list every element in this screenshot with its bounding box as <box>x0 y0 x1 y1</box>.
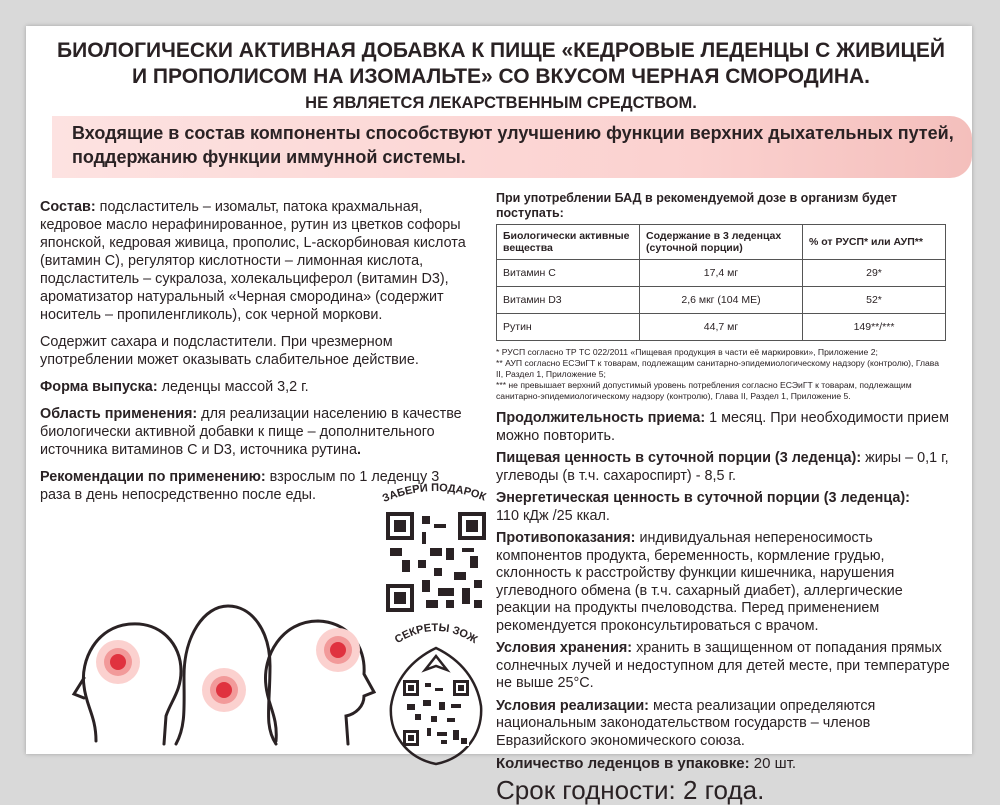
table-row <box>497 314 946 341</box>
storage-text: хранить в защищенном от попадания прямых солнечных лучей и недоступном для детей месте, при температуре не выше 25°С. <box>496 640 950 691</box>
qr-area <box>381 481 491 771</box>
footnote: *** не превышает верхний допустимый уровень потребления согласно ЕСЭиГТ к товарам, подлежащим санитарно-эпидемиологическому надзору (контролю), Глава II, Раздел 1, Приложение 5. <box>496 380 912 401</box>
throat-illustration <box>56 566 376 746</box>
energy-label: Энергетическая ценность в суточной порции (3 леденца): <box>496 490 910 506</box>
cell-amount: 17,4 мг <box>640 260 803 287</box>
benefit-band <box>52 116 972 178</box>
col-content: Содержание в 3 леденцах (суточной порции) <box>640 225 803 260</box>
nutrient-table <box>496 224 946 341</box>
energy-text: 110 кДж /25 ккал. <box>496 507 610 524</box>
brand-label: СЕКРЕТЫ ЗОЖ <box>392 621 480 647</box>
gift-label-svg <box>381 481 491 505</box>
storage-label: Условия хранения: <box>496 640 633 656</box>
food-text: жиры – 0,1 г, углеводы (в т.ч. сахароспирт) - 8,5 г. <box>496 450 949 484</box>
duration-label: Продолжительность приема: <box>496 410 706 426</box>
composition <box>40 198 470 324</box>
quantity <box>496 755 956 773</box>
label-panel <box>26 26 972 805</box>
area-text: для реализации населению в качестве биологически активной добавки к пище – дополнительного источника витаминов С и D3, источника рутина <box>40 406 462 458</box>
contra-label: Противопоказания: <box>496 530 636 546</box>
sale-conditions <box>496 698 956 751</box>
sale-label: Условия реализации: <box>496 697 649 714</box>
cell-percent: 52* <box>803 287 946 314</box>
cell-name: Рутин <box>497 314 640 341</box>
cell-amount: 2,6 мкг (104 МЕ) <box>640 287 803 314</box>
right-column <box>496 191 956 805</box>
qr-code-gift[interactable] <box>386 512 486 612</box>
right-text <box>496 410 956 805</box>
page-subtitle: НЕ ЯВЛЯЕТСЯ ЛЕКАРСТВЕННЫМ СРЕДСТВОМ. <box>305 94 697 112</box>
food-value <box>496 450 956 485</box>
contra-text: индивидуальная непереносимость компонентов продукта, беременность, кормление грудью, склонность к расстройству функции кишечника, нарушения углеводного обмена (в т.ч. сахарный диабет), аллергические реакции на продукты пчеловодства. Перед применением рекомендуется проконсультироваться с врачом. <box>496 530 903 634</box>
shelf-life: Срок годности: 2 года. <box>496 774 765 805</box>
cell-percent: 29* <box>803 260 946 287</box>
gift-label: ЗАБЕРИ ПОДАРОК <box>381 481 488 505</box>
left-column <box>40 198 470 513</box>
form-label: Форма выпуска: <box>40 379 158 395</box>
svg-text:ЗАБЕРИ ПОДАРОК! <box>381 481 488 505</box>
rec-text: взрослым по 1 леденцу 3 раза в день непосредственно после еды. <box>40 469 440 503</box>
header <box>56 38 946 114</box>
cell-name: Витамин С <box>497 260 640 287</box>
cell-name: Витамин D3 <box>497 287 640 314</box>
qty-value: 20 шт. <box>749 755 797 772</box>
table-header-row <box>497 225 946 260</box>
cell-amount: 44,7 мг <box>640 314 803 341</box>
contraindications <box>496 530 956 635</box>
storage <box>496 640 956 693</box>
footnote: ** АУП согласно ЕСЭиГТ к товарам, подлежащим санитарно-эпидемиологическому надзору (контролю), Глава II, Раздел 1, Приложение 5; <box>496 358 940 379</box>
svg-text:СЕКРЕТЫ ЗОЖ <box>393 622 480 646</box>
brand-badge <box>381 618 491 768</box>
pain-point-middle <box>202 668 246 712</box>
composition-text: подсластитель – изомальт, патока крахмальная, кедровое масло нерафинированное, рутин из цветков софоры японской, кедровая живица, прополис, L-аскорбиновая кислота (витамин С), регулятор кислотности – лимонная кислота, подсластитель – сукралоза, холекальциферол (витамин D3), ароматизатор натуральный «Черная смородина» (содержит носитель – пропиленгликоль), сок черной моркови. <box>40 199 466 323</box>
rec-label: Рекомендации по применению: <box>40 469 266 485</box>
sugar-note: Содержит сахара и подсластители. При чрезмерном употреблении может оказывать слабительное действие. <box>40 334 419 368</box>
form-text: леденцы массой 3,2 г. <box>157 379 309 395</box>
benefit-text: Входящие в состав компоненты способствуют улучшению функции верхних дыхательных путей, поддержанию функции иммунной системы. <box>72 123 954 167</box>
col-substances: Биологически активные вещества <box>497 225 640 260</box>
form <box>40 378 470 396</box>
footnote: * РУСП согласно ТР ТС 022/2011 «Пищевая продукция в части её маркировки», Приложение 2; <box>496 347 878 357</box>
area <box>40 405 470 459</box>
pain-point-left <box>96 640 140 684</box>
energy-value <box>496 490 956 525</box>
col-percent: % от РУСП* или АУП** <box>803 225 946 260</box>
sale-text: места реализации определяются национальным законодательством государств – членов Евразийского экономического союза. <box>496 697 876 749</box>
footnotes <box>496 347 946 402</box>
table-row <box>497 287 946 314</box>
cell-percent: 149**/*** <box>803 314 946 341</box>
page-title: БИОЛОГИЧЕСКИ АКТИВНАЯ ДОБАВКА К ПИЩЕ «КЕДРОВЫЕ ЛЕДЕНЦЫ С ЖИВИЦЕЙ И ПРОПОЛИСОМ НА ИЗОМАЛЬТЕ» СО ВКУСОМ ЧЕРНАЯ СМОРОДИНА. <box>57 39 945 88</box>
table-row <box>497 260 946 287</box>
area-label: Область применения: <box>40 406 198 422</box>
duration-text: 1 месяц. При необходимости прием можно повторить. <box>496 410 949 444</box>
qty-label: Количество леденцов в упаковке: <box>496 755 750 772</box>
area-end: . <box>356 442 361 458</box>
pain-point-right <box>316 628 360 672</box>
duration <box>496 410 956 445</box>
food-label: Пищевая ценность в суточной порции (3 леденца): <box>496 450 862 466</box>
composition-label: Состав: <box>40 199 96 215</box>
table-heading: При употреблении БАД в рекомендуемой дозе в организм будет поступать: <box>496 191 898 220</box>
